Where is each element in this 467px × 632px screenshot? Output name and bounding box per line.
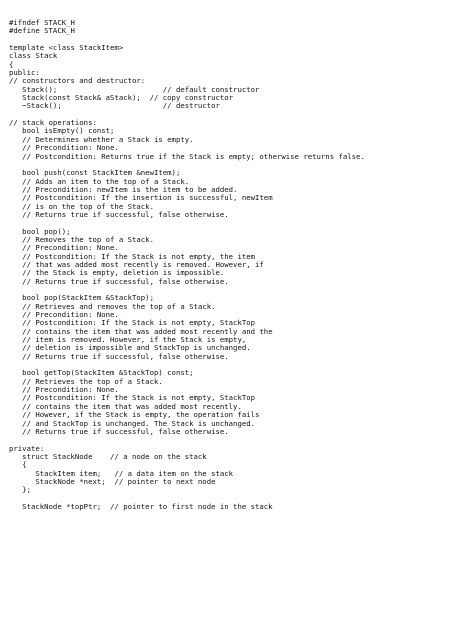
code-line: // Precondition: None. xyxy=(9,243,119,253)
code-line: // Precondition: None. xyxy=(9,143,119,153)
code-line: // Postcondition: Returns true if the Stack is empty; otherwise returns false. xyxy=(9,151,365,161)
code-line: bool push(const StackItem &newItem); xyxy=(9,168,181,178)
code-line: bool pop(StackItem &StackTop); xyxy=(9,293,154,303)
code-line: // that was added most recently is removed. However, if xyxy=(9,259,264,269)
code-line: // Removes the top of a Stack. xyxy=(9,234,154,244)
code-line: // the Stack is empty, deletion is impossible. xyxy=(9,268,225,278)
code-line: // Precondition: newItem is the item to be added. xyxy=(9,184,238,194)
code-line: { xyxy=(9,59,14,69)
code-line: // item is removed. However, if the Stack is empty, xyxy=(9,335,247,345)
code-line: Stack(const Stack& aStack); // copy constructor xyxy=(9,93,234,103)
code-line: // contains the item that was added most recently. xyxy=(9,401,242,411)
code-line: StackItem item; // a data item on the stack xyxy=(9,468,234,478)
code-line: struct StackNode // a node on the stack xyxy=(9,451,207,461)
code-line: Stack(); // default constructor xyxy=(9,84,260,94)
code-line xyxy=(9,436,365,444)
code-line: // Postcondition: If the Stack is not empty, StackTop xyxy=(9,393,256,403)
code-line: }; xyxy=(9,485,31,495)
code-line: // Precondition: None. xyxy=(9,385,119,395)
code-line: // However, if the Stack is empty, the operation fails xyxy=(9,410,260,420)
code-line: // contains the item that was added most recently and the xyxy=(9,326,273,336)
code-line: // Postcondition: If the Stack is not empty, StackTop xyxy=(9,318,256,328)
code-line: template <class StackItem> xyxy=(9,43,124,53)
code-line: // Determines whether a Stack is empty. xyxy=(9,134,194,144)
code-line: bool pop(); xyxy=(9,226,71,236)
code-line: class Stack xyxy=(9,51,58,61)
code-line: // Adds an item to the top of a Stack. xyxy=(9,176,190,186)
code-line: bool isEmpty() const; xyxy=(9,126,115,136)
code-line: // Postcondition: If the insertion is successful, newItem xyxy=(9,193,273,203)
code-line: // Retrieves the top of a Stack. xyxy=(9,376,163,386)
code-line: // is on the top of the Stack. xyxy=(9,201,154,211)
code-listing xyxy=(9,19,365,511)
code-line: StackNode *topPtr; // pointer to first node in the stack xyxy=(9,501,273,511)
code-line: // and StackTop is unchanged. The Stack is unchanged. xyxy=(9,418,256,428)
code-line: bool getTop(StackItem &StackTop) const; xyxy=(9,368,194,378)
code-line: // Returns true if successful, false otherwise. xyxy=(9,351,229,361)
code-line: // Returns true if successful, false otherwise. xyxy=(9,276,229,286)
code-line: // Precondition: None. xyxy=(9,310,119,320)
code-line: #ifndef STACK_H xyxy=(9,18,75,27)
code-line: ~Stack(); // destructor xyxy=(9,101,220,111)
code-line: private: xyxy=(9,443,45,453)
code-line: { xyxy=(9,460,27,470)
code-line: // stack operations: xyxy=(9,118,97,128)
code-line: public: xyxy=(9,68,40,78)
code-line: // Retrieves and removes the top of a Stack. xyxy=(9,301,216,311)
code-line: #define STACK_H xyxy=(9,26,75,36)
code-line: // Postcondition: If the Stack is not empty, the item xyxy=(9,251,256,261)
code-line: StackNode *next; // pointer to next node xyxy=(9,476,216,486)
code-line: // constructors and destructor: xyxy=(9,76,146,86)
code-line: // deletion is impossible and StackTop is unchanged. xyxy=(9,343,251,353)
code-line: // Returns true if successful, false otherwise. xyxy=(9,209,229,219)
code-line: // Returns true if successful, false otherwise. xyxy=(9,426,229,436)
